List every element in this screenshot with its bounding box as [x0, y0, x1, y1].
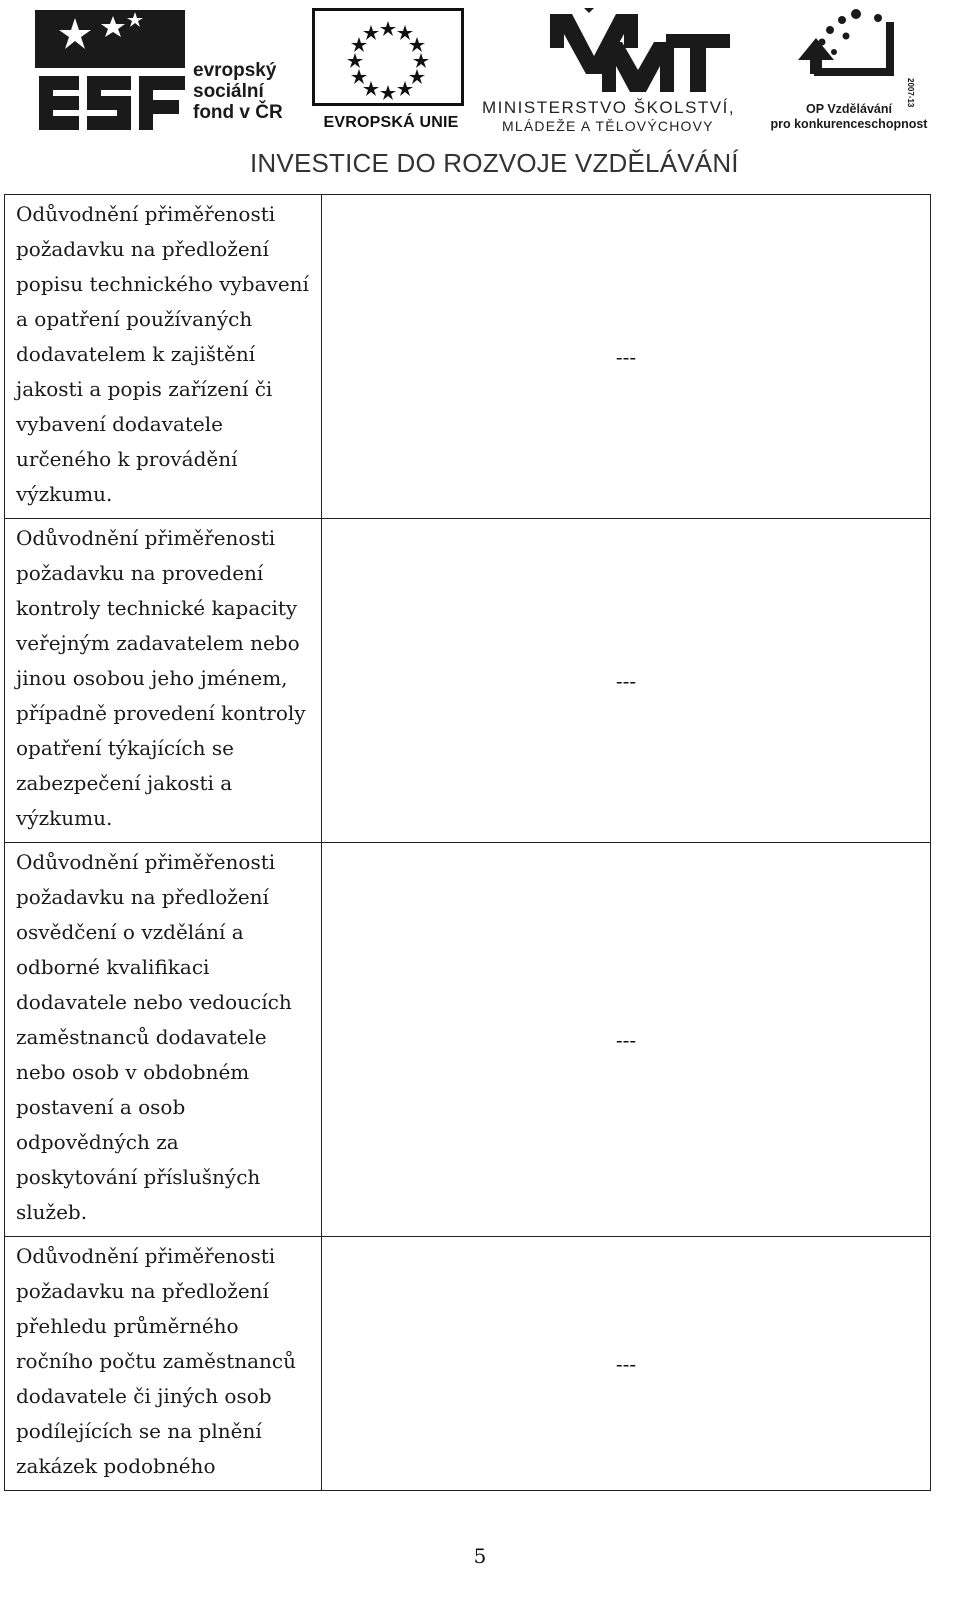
- table-cell-value: ---: [322, 843, 931, 1236]
- cell-text: Odůvodnění přiměřenosti požadavku na předložení přehledu průměrného ročního počtu zaměstnanců dodavatele či jiných osob podílejících se na plnění zakázek podobného: [16, 1244, 297, 1478]
- justification-table: [4, 194, 931, 1491]
- table-row: [5, 195, 931, 519]
- msmt-line-2: MLÁDEŽE A TĚLOVÝCHOVY: [502, 118, 714, 134]
- esf-text: [193, 60, 283, 123]
- eu-stars-icon: [315, 11, 461, 103]
- table-cell-label: [5, 195, 322, 518]
- msmt-line-1: MINISTERSTVO ŠKOLSTVÍ,: [482, 98, 736, 117]
- table-cell-label: [5, 843, 322, 1236]
- tagline: INVESTICE DO ROZVOJE VZDĚLÁVÁNÍ: [250, 148, 739, 178]
- op-line-2: pro konkurenceschopnost: [770, 117, 928, 131]
- eu-label: EVROPSKÁ UNIE: [323, 114, 459, 131]
- esf-logo: [35, 10, 305, 138]
- table-cell-label: [5, 519, 322, 842]
- page-number: 5: [473, 1544, 487, 1568]
- esf-line-1: evropský: [193, 60, 277, 81]
- table-row: [5, 843, 931, 1237]
- table-cell-value: ---: [322, 195, 931, 518]
- esf-line-3: fond v ČR: [193, 102, 283, 123]
- esf-mark-icon: [35, 10, 195, 138]
- table-cell-value: ---: [322, 519, 931, 842]
- cell-text: Odůvodnění přiměřenosti požadavku na předložení osvědčení o vzdělání a odborné kvalifikaci dodavatele nebo vedoucích zaměstnanců dodavatele nebo osob v obdobném postavení a osob odpovědných za poskytování příslušných služeb.: [16, 850, 292, 1224]
- op-vk-mark-icon: [794, 8, 904, 94]
- msmt-logo: [482, 8, 752, 136]
- table-cell-value: ---: [322, 1237, 931, 1490]
- esf-line-2: sociální: [193, 81, 264, 102]
- table-row: [5, 519, 931, 843]
- op-vk-logo: [760, 8, 950, 136]
- cell-text: Odůvodnění přiměřenosti požadavku na předložení popisu technického vybavení a opatření používaných dodavatelem k zajištění jakosti a popis zařízení či vybavení dodavatele určeného k provádění výzkumu.: [16, 202, 309, 506]
- table-cell-label: [5, 1237, 322, 1490]
- op-text: [760, 102, 938, 132]
- msmt-mark-icon: [542, 8, 742, 94]
- cell-text: Odůvodnění přiměřenosti požadavku na provedení kontroly technické kapacity veřejným zadavatelem nebo jinou osobou jeho jménem, případně provedení kontroly opatření týkajících se zabezpečení jakosti a výzkumu.: [16, 526, 306, 830]
- eu-flag-frame: [312, 8, 464, 106]
- document-header: [0, 0, 960, 190]
- table-row: [5, 1237, 931, 1491]
- op-year: 2007-13: [906, 78, 915, 108]
- op-line-1: OP Vzdělávání: [806, 102, 892, 116]
- eu-logo: [312, 8, 470, 136]
